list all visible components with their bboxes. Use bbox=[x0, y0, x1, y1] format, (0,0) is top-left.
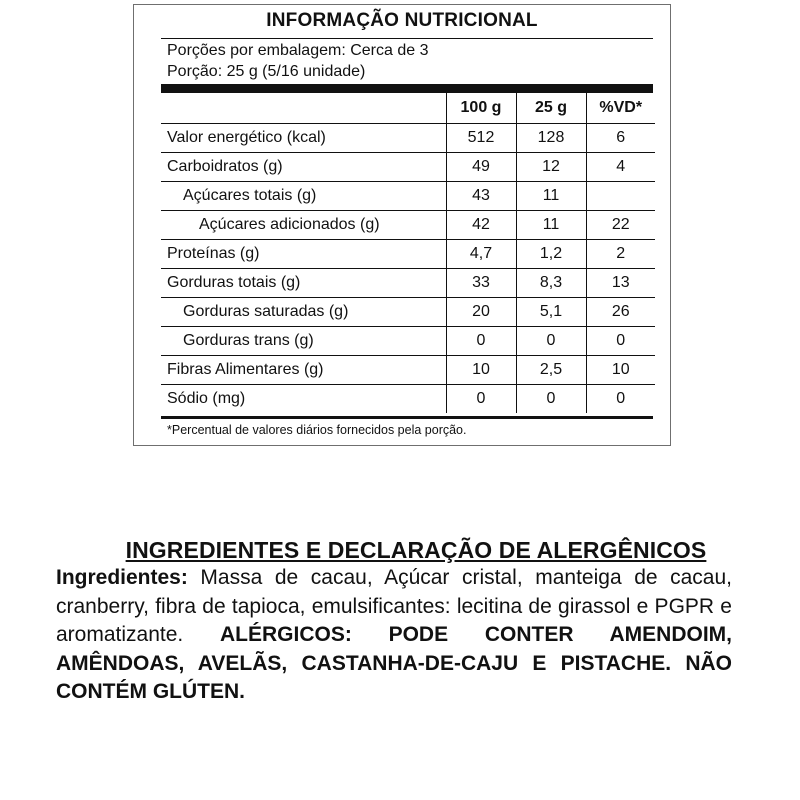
table-row bbox=[161, 355, 655, 384]
value-vd: 0 bbox=[586, 384, 655, 413]
value-100g: 20 bbox=[446, 297, 516, 326]
header-blank bbox=[161, 93, 446, 123]
nutrition-table bbox=[161, 93, 655, 413]
value-25g: 11 bbox=[516, 181, 586, 210]
ingredients-text bbox=[56, 564, 732, 707]
value-100g: 0 bbox=[446, 326, 516, 355]
ingredients-list: Massa de cacau, Açúcar cristal, manteiga de cacau, cranberry, fibra de tapioca, emulsificantes: lecitina de girassol e PGPR e aromatizante. bbox=[56, 566, 732, 646]
header-100g: 100 g bbox=[446, 93, 516, 123]
servings-per-package: Porções por embalagem: Cerca de 3 bbox=[167, 42, 429, 59]
table-row bbox=[161, 123, 655, 152]
nutrient-name: Gorduras saturadas (g) bbox=[161, 297, 446, 326]
nutrient-name: Carboidratos (g) bbox=[161, 152, 446, 181]
ingredients-heading: INGREDIENTES E DECLARAÇÃO DE ALERGÊNICOS bbox=[125, 537, 707, 563]
table-row bbox=[161, 152, 655, 181]
nutrient-name: Valor energético (kcal) bbox=[161, 123, 446, 152]
table-row bbox=[161, 239, 655, 268]
value-vd: 26 bbox=[586, 297, 655, 326]
value-25g: 1,2 bbox=[516, 239, 586, 268]
nutrient-name: Proteínas (g) bbox=[161, 239, 446, 268]
value-vd: 0 bbox=[586, 326, 655, 355]
thick-divider bbox=[161, 84, 653, 93]
value-25g: 2,5 bbox=[516, 355, 586, 384]
nutrient-name: Fibras Alimentares (g) bbox=[161, 355, 446, 384]
title-divider bbox=[161, 38, 653, 39]
nutrient-name: Gorduras trans (g) bbox=[161, 326, 446, 355]
nutrition-title: INFORMAÇÃO NUTRICIONAL bbox=[266, 10, 538, 31]
value-100g: 33 bbox=[446, 268, 516, 297]
nutrient-name: Gorduras totais (g) bbox=[161, 268, 446, 297]
footnote: *Percentual de valores diários fornecidos pela porção. bbox=[167, 423, 467, 437]
ingredients-section bbox=[56, 536, 732, 707]
value-100g: 42 bbox=[446, 210, 516, 239]
nutrient-name: Sódio (mg) bbox=[167, 389, 246, 407]
header-25g: 25 g bbox=[516, 93, 586, 123]
value-25g: 5,1 bbox=[516, 297, 586, 326]
serving-info bbox=[167, 40, 428, 82]
value-vd: 4 bbox=[586, 152, 655, 181]
ingredients-label: Ingredientes: bbox=[56, 566, 188, 589]
table-row bbox=[161, 268, 655, 297]
bottom-divider bbox=[161, 416, 653, 419]
table-row bbox=[161, 181, 655, 210]
value-100g: 10 bbox=[446, 355, 516, 384]
value-vd bbox=[586, 181, 655, 210]
nutrient-name: Açúcares totais (g) bbox=[161, 181, 446, 210]
value-25g: 0 bbox=[516, 326, 586, 355]
value-100g: 49 bbox=[446, 152, 516, 181]
value-100g: 4,7 bbox=[446, 239, 516, 268]
value-25g: 0 bbox=[516, 384, 586, 413]
nutrient-name: Açúcares adicionados (g) bbox=[161, 210, 446, 239]
value-25g: 128 bbox=[516, 123, 586, 152]
value-100g: 512 bbox=[446, 123, 516, 152]
table-row bbox=[161, 384, 655, 413]
value-vd: 22 bbox=[586, 210, 655, 239]
table-header-row bbox=[161, 93, 655, 123]
value-25g: 8,3 bbox=[516, 268, 586, 297]
value-100g: 43 bbox=[446, 181, 516, 210]
serving-size: Porção: 25 g (5/16 unidade) bbox=[167, 63, 366, 80]
value-vd: 6 bbox=[586, 123, 655, 152]
value-100g: 0 bbox=[446, 384, 516, 413]
value-25g: 12 bbox=[516, 152, 586, 181]
value-vd: 13 bbox=[586, 268, 655, 297]
value-25g: 11 bbox=[516, 210, 586, 239]
table-row bbox=[161, 297, 655, 326]
value-vd: 2 bbox=[586, 239, 655, 268]
table-row bbox=[161, 326, 655, 355]
table-row bbox=[161, 210, 655, 239]
value-vd: 10 bbox=[586, 355, 655, 384]
allergens-statement: ALÉRGICOS: PODE CONTER AMENDOIM, AMÊNDOAS, AVELÃS, CASTANHA-DE-CAJU E PISTACHE. NÃO CONTÉM GLÚTEN. bbox=[56, 623, 732, 703]
header-vd: %VD* bbox=[586, 93, 655, 123]
nutrition-facts-panel bbox=[133, 4, 671, 446]
